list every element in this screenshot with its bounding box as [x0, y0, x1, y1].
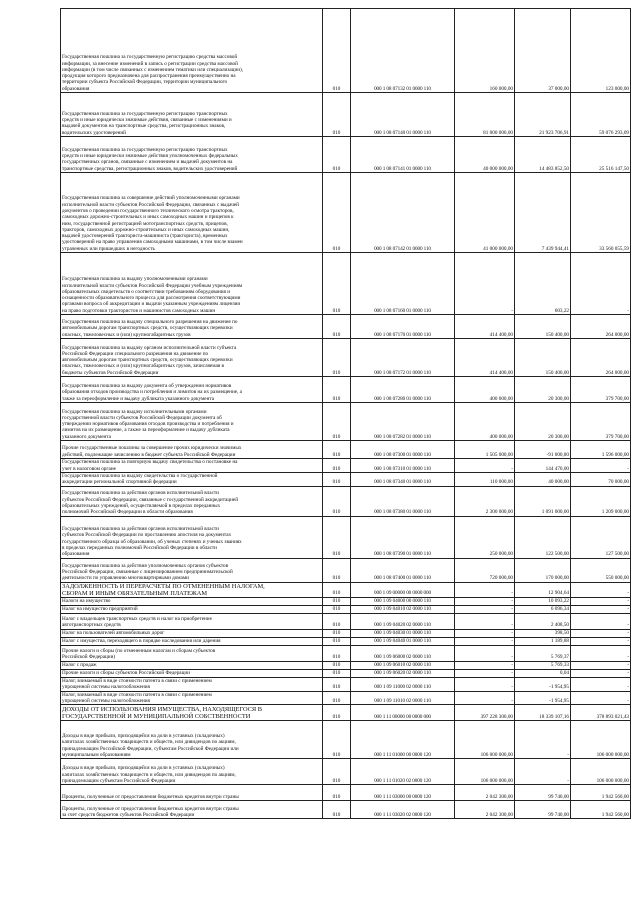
- row-remaining: 550 000,00: [571, 558, 631, 582]
- table-row: [61, 597, 631, 605]
- row-kbk-code: 000 1 09 00000 00 0000 000: [351, 582, 455, 597]
- row-kbk-code: 000 1 09 04020 02 0000 110: [351, 613, 455, 629]
- row-approved: 81 000 000,00: [455, 93, 515, 137]
- table-row: [61, 516, 631, 558]
- row-kbk-code: 000 1 08 07400 01 0000 110: [351, 558, 455, 582]
- row-remaining: 1 942 560,00: [571, 801, 631, 819]
- table-row: [61, 705, 631, 721]
- table-row: [61, 403, 631, 441]
- row-executed: 150 400,00: [515, 315, 571, 339]
- row-approved: -: [455, 677, 515, 691]
- row-executed: 2 408,50: [515, 613, 571, 629]
- row-remaining: 33 560 055,59: [571, 173, 631, 253]
- row-approved: 400 000,00: [455, 377, 515, 403]
- row-remaining: 106 000 000,00: [571, 759, 631, 785]
- row-approved: -: [455, 597, 515, 605]
- table-row: [61, 173, 631, 253]
- table-row: [61, 253, 631, 315]
- row-name: Налог, взимаемый в виде стоимости патента в связи с применением упрощенной системы налогообложения: [61, 677, 323, 691]
- row-kbk-code: 000 1 09 11010 02 0000 110: [351, 691, 455, 705]
- row-remaining: 106 000 000,00: [571, 721, 631, 759]
- table-row: [61, 93, 631, 137]
- row-name: Государственная пошлина за выдачу специального разрешения на движение по автомобильным дорогам транспортных средств, осуществляющих перевозки опасных, тяжеловесных и (или) крупногабаритных грузов: [61, 315, 323, 339]
- row-executed: 5 769,33: [515, 661, 571, 669]
- row-remaining: 127 500,00: [571, 516, 631, 558]
- row-remaining: 264 000,00: [571, 315, 631, 339]
- row-approved: 106 000 000,00: [455, 721, 515, 759]
- row-code: 010: [323, 705, 351, 721]
- row-executed: 20 300,00: [515, 403, 571, 441]
- row-kbk-code: 000 1 09 04010 02 0000 110: [351, 605, 455, 613]
- table-row: [61, 339, 631, 377]
- row-name: Доходы в виде прибыли, приходящейся на доли в уставных (складочных) капиталах хозяйственных товариществ и обществ, или дивидендов по акциям, принадлежащим Российской Федерации, субъектам Российской Федерации или муниципальным образованиям: [61, 721, 323, 759]
- row-remaining: 264 000,00: [571, 339, 631, 377]
- row-executed: 12 904,64: [515, 582, 571, 597]
- row-approved: 414 400,00: [455, 339, 515, 377]
- row-approved: 2 042 300,00: [455, 801, 515, 819]
- row-approved: 106 000 000,00: [455, 759, 515, 785]
- row-approved: 414 400,00: [455, 315, 515, 339]
- row-name: Государственная пошлина за совершение действий уполномоченными органами исполнительной власти субъектов Российской Федерации, связанных с выдачей документов о проведении государственного технического осмотра тракторов, самоходных дорожно-строительных и иных самоходных машин и прицепов к ним, государственной регистрацией мототранспортных средств, прицепов, тракторов, самоходных дорожно-строительных и иных самоходных машин, выдачей удостоверений тракториста-машиниста (тракториста), временных удостоверений на право управления самоходными машинами, в том числе взамен утраченных или пришедших в негодность: [61, 173, 323, 253]
- row-code: 010: [323, 661, 351, 669]
- row-name: Проценты, полученные от предоставления бюджетных кредитов внутри страны: [61, 785, 323, 801]
- row-executed: 99 740,00: [515, 801, 571, 819]
- row-code: 010: [323, 605, 351, 613]
- row-remaining: -: [571, 613, 631, 629]
- row-remaining: -: [571, 637, 631, 645]
- table-row: [61, 9, 631, 93]
- row-remaining: -: [571, 669, 631, 677]
- row-approved: 250 000,00: [455, 516, 515, 558]
- table-row: [61, 137, 631, 173]
- table-row: [61, 637, 631, 645]
- row-name: Государственная пошлина за действия органов исполнительной власти субъектов Российской Федерации по проставлению апостиля на документах государственного образца об образовании, об ученых степенях и ученых званиях в пределах переданных полномочий Российской Федерации в области образования: [61, 516, 323, 558]
- row-approved: 2 300 000,00: [455, 486, 515, 516]
- table-row: [61, 558, 631, 582]
- row-kbk-code: 000 1 08 07142 01 0000 110: [351, 173, 455, 253]
- row-approved: 41 000 000,00: [455, 173, 515, 253]
- row-executed: -1 954,95: [515, 677, 571, 691]
- row-kbk-code: 000 1 08 07132 01 0000 110: [351, 9, 455, 93]
- row-name: Государственная пошлина за выдачу документа об утверждении нормативов образования отходов производства и потребления и лимитов на их размещение, а также за переоформление и выдачу дубликата указанного документа: [61, 377, 323, 403]
- row-code: 010: [323, 473, 351, 487]
- row-kbk-code: 000 1 08 07282 01 0000 110: [351, 403, 455, 441]
- row-remaining: 1 596 000,00: [571, 441, 631, 459]
- row-executed: 1 091 000,00: [515, 486, 571, 516]
- row-remaining: -: [571, 645, 631, 661]
- table-row: [61, 661, 631, 669]
- row-name: Государственная пошлина за государственную регистрацию средства массовой информации, за внесение изменений в запись о регистрации средства массовой информации (в том числе связанных с изменением тематики или специализации), продукция которого предназначена для распространения преимущественно на территории субъекта Российской Федерации, территории муниципального образования: [61, 9, 323, 93]
- row-remaining: -: [571, 605, 631, 613]
- row-kbk-code: 000 1 09 04030 01 0000 110: [351, 629, 455, 637]
- table-row: [61, 759, 631, 785]
- row-remaining: -: [571, 459, 631, 473]
- row-name: Налог с имущества, переходящего в порядке наследования или дарения: [61, 637, 323, 645]
- row-approved: 110 000,00: [455, 473, 515, 487]
- row-code: 010: [323, 441, 351, 459]
- row-executed: 7 439 944,41: [515, 173, 571, 253]
- row-code: 010: [323, 759, 351, 785]
- row-remaining: -: [571, 253, 631, 315]
- row-name: Государственная пошлина за государственную регистрацию транспортных средств и иные юридически значимые действия, связанные с изменениями и выдачей документов на транспортные средства, регистрационных знаков, водительских удостоверений: [61, 93, 323, 137]
- table-row: [61, 691, 631, 705]
- row-name: Доходы в виде прибыли, приходящейся на доли в уставных (складочных) капиталах хозяйственных товариществ и обществ, или дивидендов по акциям, принадлежащим субъектам Российской Федерации: [61, 759, 323, 785]
- row-remaining: -: [571, 629, 631, 637]
- row-code: 010: [323, 597, 351, 605]
- row-approved: -: [455, 661, 515, 669]
- row-executed: 398,50: [515, 629, 571, 637]
- row-executed: 99 740,00: [515, 785, 571, 801]
- row-code: 010: [323, 93, 351, 137]
- row-name: Налог на пользователей автомобильных дорог: [61, 629, 323, 637]
- row-name: Налог на имущество предприятий: [61, 605, 323, 613]
- row-executed: -1 954,95: [515, 691, 571, 705]
- row-name: Государственная пошлина за выдачу уполномоченными органами исполнительной власти субъектов Российской Федерации учебным учреждениям образовательных свидетельств о соответствии требованиям оборудования и оснащенности образовательного процесса для рассмотрения соответствующими органами вопроса об аккредитации и выдачи указанным учреждениям лицензии на право подготовки трактористов и машинистов самоходных машин: [61, 253, 323, 315]
- row-executed: 6 096,34: [515, 605, 571, 613]
- row-executed: 18 339 107,16: [515, 705, 571, 721]
- row-kbk-code: 000 1 11 01020 02 0000 120: [351, 759, 455, 785]
- row-executed: 37 000,00: [515, 9, 571, 93]
- row-approved: -: [455, 605, 515, 613]
- row-kbk-code: 000 1 11 01000 00 0000 120: [351, 721, 455, 759]
- row-kbk-code: 000 1 09 06000 02 0000 110: [351, 645, 455, 661]
- row-kbk-code: 000 1 11 00000 00 0000 000: [351, 705, 455, 721]
- row-approved: -: [455, 459, 515, 473]
- row-kbk-code: 000 1 11 03000 00 0000 120: [351, 785, 455, 801]
- row-approved: 160 000,00: [455, 9, 515, 93]
- row-kbk-code: 000 1 08 07390 01 0000 110: [351, 516, 455, 558]
- table-row: [61, 582, 631, 597]
- table-row: [61, 459, 631, 473]
- row-name: ДОХОДЫ ОТ ИСПОЛЬЗОВАНИЯ ИМУЩЕСТВА, НАХОДЯЩЕГОСЯ В ГОСУДАРСТВЕННОЙ И МУНИЦИПАЛЬНОЙ СОБСТВЕННОСТИ: [61, 705, 323, 721]
- row-kbk-code: 000 1 08 07340 01 0000 110: [351, 473, 455, 487]
- row-executed: 170 000,00: [515, 558, 571, 582]
- row-approved: 720 000,00: [455, 558, 515, 582]
- row-executed: 150 400,00: [515, 339, 571, 377]
- row-remaining: 123 000,00: [571, 9, 631, 93]
- row-name: Прочие государственные пошлины за совершение прочих юридически значимых действий, подлежащие зачислению в бюджет субъекта Российской Федерации: [61, 441, 323, 459]
- row-approved: 2 042 300,00: [455, 785, 515, 801]
- table-row: [61, 377, 631, 403]
- row-name: Государственная пошлина за действия уполномоченных органов субъектов Российской Федерации, связанные с лицензированием предпринимательской деятельности по управлению многоквартирными домами: [61, 558, 323, 582]
- row-approved: 397 228 300,00: [455, 705, 515, 721]
- row-approved: -: [455, 669, 515, 677]
- row-code: 010: [323, 339, 351, 377]
- row-approved: -: [455, 637, 515, 645]
- row-name: Проценты, полученные от предоставления бюджетных кредитов внутри страны за счет средств бюджетов субъектов Российской Федерации: [61, 801, 323, 819]
- row-code: 010: [323, 677, 351, 691]
- table-row: [61, 801, 631, 819]
- row-code: 010: [323, 721, 351, 759]
- row-executed: 20 300,00: [515, 377, 571, 403]
- row-kbk-code: 000 1 09 11000 02 0000 110: [351, 677, 455, 691]
- row-executed: -: [515, 721, 571, 759]
- row-name: Прочие налоги и сборы (по отмененным налогам и сборам субъектов Российской Федерации): [61, 645, 323, 661]
- row-approved: 40 000 000,00: [455, 137, 515, 173]
- row-remaining: 378 893 021,43: [571, 705, 631, 721]
- row-approved: -: [455, 645, 515, 661]
- row-kbk-code: 000 1 09 04000 00 0000 110: [351, 597, 455, 605]
- row-remaining: 70 000,00: [571, 473, 631, 487]
- row-kbk-code: 000 1 09 06020 02 0000 110: [351, 669, 455, 677]
- row-code: 010: [323, 315, 351, 339]
- table-row: [61, 677, 631, 691]
- table-row: [61, 605, 631, 613]
- row-name: Государственная пошлина за выдачу свидетельства о государственной аккредитации региональной спортивной федерации: [61, 473, 323, 487]
- row-kbk-code: 000 1 08 07280 01 0000 110: [351, 377, 455, 403]
- table-row: [61, 721, 631, 759]
- row-name: Государственная пошлина за повторную выдачу свидетельства о постановке на учет в налоговом органе: [61, 459, 323, 473]
- row-approved: -: [455, 582, 515, 597]
- row-code: 010: [323, 785, 351, 801]
- row-code: 010: [323, 253, 351, 315]
- row-kbk-code: 000 1 08 07140 01 0000 110: [351, 93, 455, 137]
- row-name: Налоги на имущество: [61, 597, 323, 605]
- row-name: Налог, взимаемый в виде стоимости патента в связи с применением упрощенной системы налогообложения: [61, 691, 323, 705]
- row-remaining: -: [571, 677, 631, 691]
- row-kbk-code: 000 1 08 07380 01 0000 110: [351, 486, 455, 516]
- row-code: 010: [323, 403, 351, 441]
- row-kbk-code: 000 1 08 07172 01 0000 110: [351, 339, 455, 377]
- row-executed: 603,22: [515, 253, 571, 315]
- row-executed: 40 000,00: [515, 473, 571, 487]
- row-executed: 14 483 852,50: [515, 137, 571, 173]
- report-sheet: [60, 8, 630, 819]
- row-executed: 122 500,00: [515, 516, 571, 558]
- row-approved: -: [455, 629, 515, 637]
- row-name: Прочие налоги и сборы субъектов Российской Федерации: [61, 669, 323, 677]
- row-kbk-code: 000 1 09 06010 02 0000 110: [351, 661, 455, 669]
- row-approved: -: [455, 613, 515, 629]
- row-executed: -91 000,00: [515, 441, 571, 459]
- row-approved: 1 505 000,00: [455, 441, 515, 459]
- row-code: 010: [323, 691, 351, 705]
- row-executed: 1 189,88: [515, 637, 571, 645]
- row-executed: 5 769,37: [515, 645, 571, 661]
- row-code: 010: [323, 9, 351, 93]
- row-remaining: 379 700,00: [571, 377, 631, 403]
- row-remaining: 1 942 560,00: [571, 785, 631, 801]
- table-row: [61, 441, 631, 459]
- row-executed: 0,04: [515, 669, 571, 677]
- row-kbk-code: 000 1 11 03020 02 0000 120: [351, 801, 455, 819]
- row-remaining: 1 209 000,00: [571, 486, 631, 516]
- table-row: [61, 669, 631, 677]
- row-name: Государственная пошлина за выдачу органом исполнительной власти субъекта Российской Федерации специального разрешения на движение по автомобильным дорогам транспортных средств, осуществляющих перевозки опасных, тяжеловесных и (или) крупногабаритных грузов, зачисляемая в бюджеты субъектов Российской Федерации: [61, 339, 323, 377]
- row-name: Государственная пошлина за государственную регистрацию транспортных средств и иные юридически значимые действия уполномоченных федеральных государственных органов, связанные с изменением и выдачей документов на транспортные средства, регистрационных знаков, водительских удостоверений: [61, 137, 323, 173]
- row-executed: 21 923 706,91: [515, 93, 571, 137]
- row-name: ЗАДОЛЖЕННОСТЬ И ПЕРЕРАСЧЕТЫ ПО ОТМЕНЕННЫМ НАЛОГАМ, СБОРАМ И ИНЫМ ОБЯЗАТЕЛЬНЫМ ПЛАТЕЖАМ: [61, 582, 323, 597]
- row-kbk-code: 000 1 08 07300 01 0000 110: [351, 441, 455, 459]
- table-row: [61, 645, 631, 661]
- row-remaining: 379 700,00: [571, 403, 631, 441]
- row-kbk-code: 000 1 08 07141 01 0000 110: [351, 137, 455, 173]
- row-name: Государственная пошлина за действия органов исполнительной власти субъектов Российской Федерации, связанные с государственной аккредитацией образовательных учреждений, осуществляемой в пределах переданных полномочий Российской Федерации в области образования: [61, 486, 323, 516]
- row-approved: -: [455, 253, 515, 315]
- row-code: 010: [323, 645, 351, 661]
- row-name: Налог с продаж: [61, 661, 323, 669]
- row-remaining: 25 516 147,50: [571, 137, 631, 173]
- row-code: 010: [323, 173, 351, 253]
- row-name: Государственная пошлина за выдачу исполнительными органами государственной власти субъектов Российской Федерации документа об утверждении нормативов образования отходов производства и потребления и лимитов на их размещение, а также за переоформление и выдачу дубликата указанного документа: [61, 403, 323, 441]
- row-code: 010: [323, 613, 351, 629]
- table-row: [61, 315, 631, 339]
- revenue-table-body: [61, 9, 631, 819]
- row-code: 010: [323, 377, 351, 403]
- row-approved: 400 000,00: [455, 403, 515, 441]
- row-code: 010: [323, 459, 351, 473]
- revenue-table: [60, 8, 631, 819]
- row-executed: 144 470,00: [515, 459, 571, 473]
- row-name: Налог с владельцев транспортных средств и налог на приобретение автотранспортных средств: [61, 613, 323, 629]
- row-code: 010: [323, 669, 351, 677]
- table-row: [61, 629, 631, 637]
- row-code: 010: [323, 637, 351, 645]
- row-code: 010: [323, 516, 351, 558]
- row-remaining: -: [571, 582, 631, 597]
- row-remaining: 59 076 293,09: [571, 93, 631, 137]
- row-code: 010: [323, 558, 351, 582]
- table-row: [61, 486, 631, 516]
- row-code: 010: [323, 582, 351, 597]
- row-code: 010: [323, 137, 351, 173]
- row-kbk-code: 000 1 08 07170 01 0000 110: [351, 315, 455, 339]
- row-kbk-code: 000 1 08 07310 01 0000 110: [351, 459, 455, 473]
- table-row: [61, 785, 631, 801]
- row-kbk-code: 000 1 08 07160 01 0000 110: [351, 253, 455, 315]
- row-code: 010: [323, 486, 351, 516]
- row-code: 010: [323, 629, 351, 637]
- row-executed: 10 093,22: [515, 597, 571, 605]
- row-kbk-code: 000 1 09 04040 01 0000 110: [351, 637, 455, 645]
- row-code: 010: [323, 801, 351, 819]
- row-approved: -: [455, 691, 515, 705]
- row-executed: -: [515, 759, 571, 785]
- row-remaining: -: [571, 597, 631, 605]
- table-row: [61, 473, 631, 487]
- table-row: [61, 613, 631, 629]
- row-remaining: -: [571, 661, 631, 669]
- row-remaining: -: [571, 691, 631, 705]
